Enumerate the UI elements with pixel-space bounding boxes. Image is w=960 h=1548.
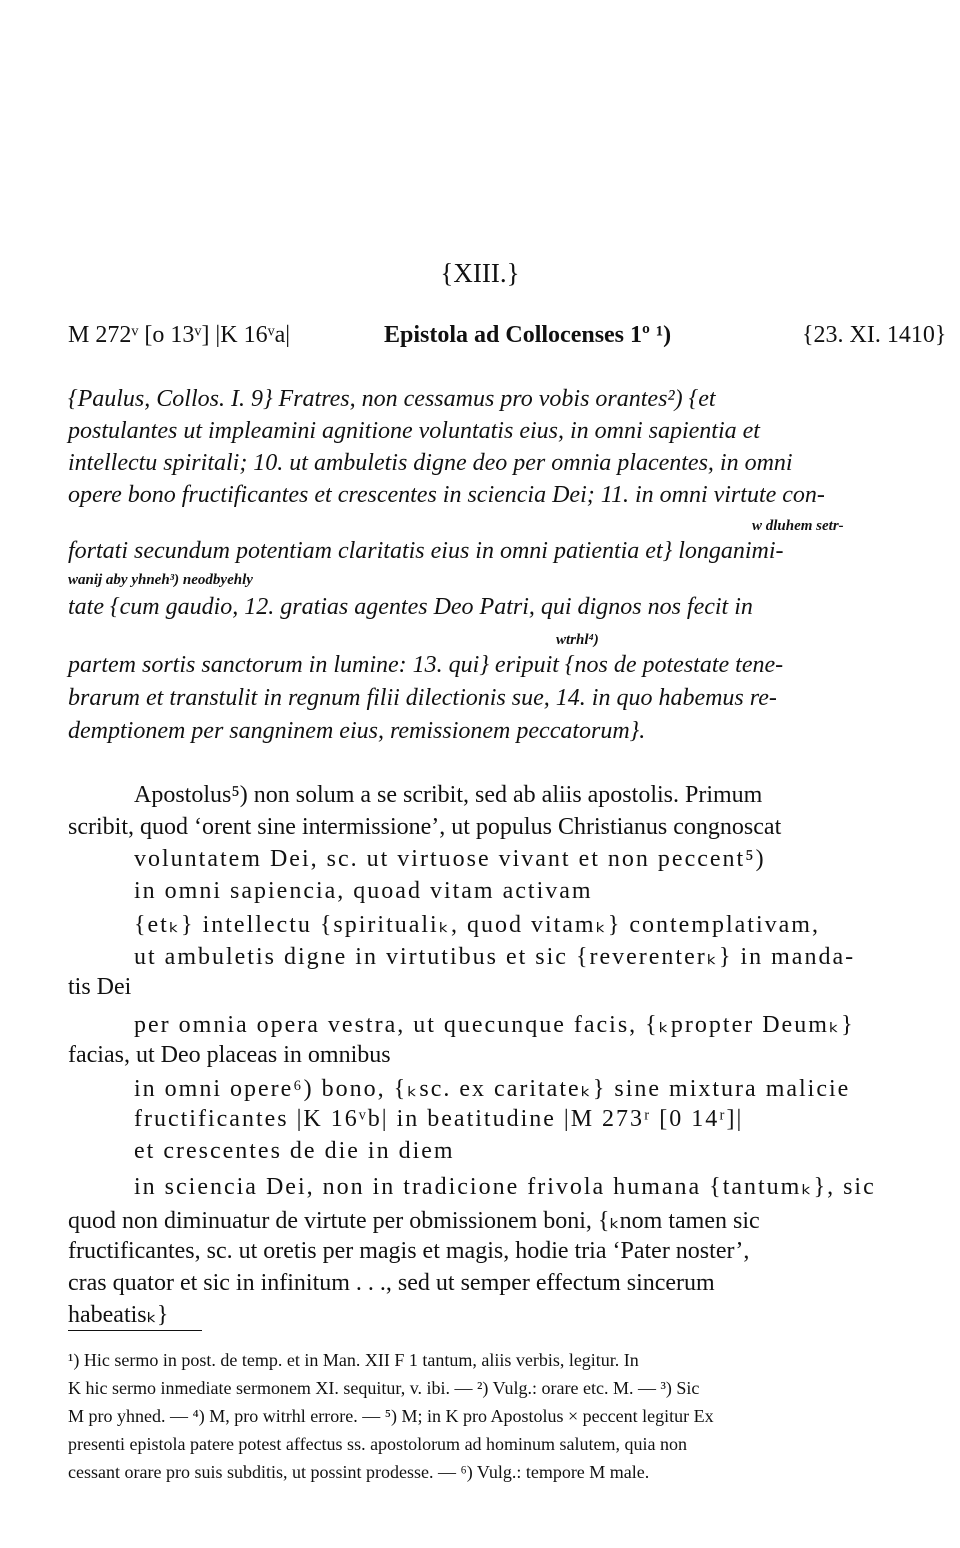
- verse-line: tate {cum gaudio, 12. gratias agentes Deo Patri, qui dignos nos fecit in: [68, 594, 753, 620]
- commentary-line: per omnia opera vestra, ut quecunque facis, {ₖpropter Deumₖ}: [134, 1012, 855, 1038]
- czech-gloss: w dluhem setr-: [752, 518, 844, 534]
- footnote-line: M pro yhned. — ⁴) M, pro witrhl errore. — ⁵) M; in K pro Apostolus × peccent legitur Ex: [68, 1406, 714, 1426]
- footnote-rule: [68, 1330, 202, 1331]
- commentary-line: {etₖ} intellectu {spiritualiₖ, quod vitamₖ} contemplativam,: [134, 912, 820, 938]
- commentary-line: voluntatem Dei, sc. ut virtuose vivant et non peccent⁵): [134, 846, 766, 872]
- czech-gloss: wtrhl⁴): [556, 632, 599, 648]
- verse-line: fortati secundum potentiam claritatis eius in omni patientia et} longanimi-: [68, 538, 784, 564]
- verse-line: opere bono fructificantes et crescentes in sciencia Dei; 11. in omni virtute con-: [68, 482, 825, 508]
- commentary-line: facias, ut Deo placeas in omnibus: [68, 1042, 391, 1068]
- commentary-line: Apostolus⁵) non solum a se scribit, sed ab aliis apostolis. Primum: [134, 782, 763, 808]
- footnote-line: cessant orare pro suis subditis, ut possint prodesse. — ⁶) Vulg.: tempore M male.: [68, 1462, 650, 1482]
- verse-line: brarum et transtulit in regnum filii dilectionis sue, 14. in quo habemus re-: [68, 685, 777, 711]
- commentary-line: fructificantes, sc. ut oretis per magis et magis, hodie tria ‘Pater noster’,: [68, 1238, 750, 1264]
- commentary-line: fructificantes |K 16ᵛb| in beatitudine |M 273ʳ [0 14ʳ]|: [134, 1106, 744, 1132]
- czech-gloss: wanij aby yhneh³) neodbyehly: [68, 572, 253, 588]
- commentary-line: ut ambuletis digne in virtutibus et sic {reverenterₖ} in manda-: [134, 944, 856, 970]
- sermon-title: Epistola ad Collocenses 1º ¹): [384, 322, 672, 348]
- verse-line: postulantes ut impleamini agnitione voluntatis eius, in omni sapientia et: [68, 418, 760, 444]
- commentary-line: et crescentes de die in diem: [134, 1138, 455, 1164]
- verse-line: intellectu spiritali; 10. ut ambuletis digne deo per omnia placentes, in omni: [68, 450, 793, 476]
- commentary-line: in omni sapiencia, quoad vitam activam: [134, 878, 593, 904]
- commentary-line: quod non diminuatur de virtute per obmissionem boni, {ₖnom tamen sic: [68, 1208, 760, 1234]
- sermon-date: {23. XI. 1410}: [802, 322, 947, 348]
- chapter-number: {XIII.}: [440, 258, 520, 288]
- commentary-line: cras quator et sic in infinitum . . ., sed ut semper effectum sincerum: [68, 1270, 715, 1296]
- manuscript-reference: M 272ᵛ [o 13ᵛ] |K 16ᵛa|: [68, 322, 291, 348]
- commentary-line: in sciencia Dei, non in tradicione frivola humana {tantumₖ}, sic: [134, 1174, 876, 1200]
- footnote-line: presenti epistola patere potest affectus ss. apostolorum ad hominum salutem, quia non: [68, 1434, 688, 1454]
- verse-line: {Paulus, Collos. I. 9} Fratres, non cessamus pro vobis orantes²) {et: [68, 386, 716, 412]
- commentary-line: habeatisₖ}: [68, 1302, 169, 1328]
- commentary-line: in omni opere⁶) bono, {ₖsc. ex caritateₖ} sine mixtura malicie: [134, 1076, 851, 1102]
- commentary-line: scribit, quod ‘orent sine intermissione’, ut populus Christianus congnoscat: [68, 814, 782, 840]
- commentary-line: tis Dei: [68, 974, 132, 1000]
- verse-line: partem sortis sanctorum in lumine: 13. qui} eripuit {nos de potestate tene-: [68, 652, 784, 678]
- footnote-line: ¹) Hic sermo in post. de temp. et in Man. XII F 1 tantum, aliis verbis, legitur. In: [68, 1350, 639, 1370]
- footnote-line: K hic sermo inmediate sermonem XI. sequitur, v. ibi. — ²) Vulg.: orare etc. M. — ³) Sic: [68, 1378, 700, 1398]
- verse-line: demptionem per sangninem eius, remissionem peccatorum}.: [68, 718, 646, 744]
